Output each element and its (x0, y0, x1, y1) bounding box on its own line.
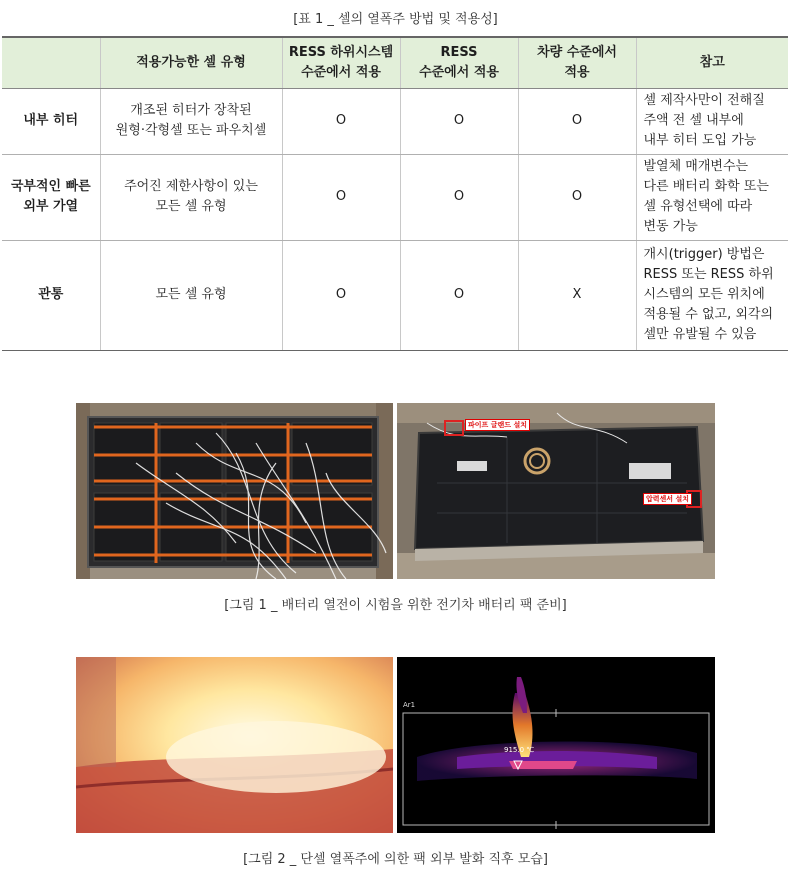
row-cell-type: 모든 셀 유형 (100, 240, 282, 350)
thermal-camera-image (397, 657, 715, 833)
battery-pack-wiring-photo (76, 403, 393, 579)
row-vehicle: X (518, 240, 636, 350)
pipe-gland-tag: 파이프 글랜드 설치 (465, 419, 530, 431)
row-note: 개시(trigger) 방법은 RESS 또는 RESS 하위 시스템의 모든 위치에 적용될 수 없고, 외각의 셀만 유발될 수 있음 (636, 240, 788, 350)
thermal-runaway-methods-table (2, 36, 788, 351)
figure2-caption: [그림 2 _ 단셀 열폭주에 의한 팩 외부 발화 직후 모습] (243, 852, 548, 867)
row-subsystem: O (282, 154, 400, 240)
row-vehicle: O (518, 88, 636, 154)
row-ress: O (400, 88, 518, 154)
header-cell-type: 적용가능한 셀 유형 (100, 37, 282, 88)
battery-pack-sensor-photo (397, 403, 715, 579)
header-vehicle: 차량 수준에서 적용 (518, 37, 636, 88)
row-ress: O (400, 154, 518, 240)
row-cell-type: 주어진 제한사항이 있는 모든 셀 유형 (100, 154, 282, 240)
row-vehicle: O (518, 154, 636, 240)
row-cell-type: 개조된 히터가 장착된 원형·각형셀 또는 파우치셀 (100, 88, 282, 154)
row-method: 관통 (2, 240, 100, 350)
header-note: 참고 (636, 37, 788, 88)
thermal-peak-readout: 915.0 ℃ (504, 746, 535, 754)
header-subsystem: RESS 하위시스템 수준에서 적용 (282, 37, 400, 88)
header-method (2, 37, 100, 88)
row-subsystem: O (282, 240, 400, 350)
table-row (2, 240, 788, 350)
pack-fire-photo (76, 657, 393, 833)
table-row (2, 154, 788, 240)
thermal-roi-label: Ar1 (403, 701, 416, 709)
row-ress: O (400, 240, 518, 350)
table-header-row (2, 37, 788, 88)
figure1-caption: [그림 1 _ 배터리 열전이 시험을 위한 전기차 배터리 팩 준비] (224, 598, 567, 613)
row-subsystem: O (282, 88, 400, 154)
row-method: 내부 히터 (2, 88, 100, 154)
row-method: 국부적인 빠른 외부 가열 (2, 154, 100, 240)
row-note: 셀 제작사만이 전해질 주액 전 셀 내부에 내부 히터 도입 가능 (636, 88, 788, 154)
table-row (2, 88, 788, 154)
pressure-sensor-tag: 압력센서 설치 (643, 493, 692, 505)
row-note: 발열체 매개변수는 다른 배터리 화학 또는 셀 유형선택에 따라 변동 가능 (636, 154, 788, 240)
table-caption: [표 1 _ 셀의 열폭주 방법 및 적용성] (293, 12, 498, 27)
header-ress: RESS 수준에서 적용 (400, 37, 518, 88)
